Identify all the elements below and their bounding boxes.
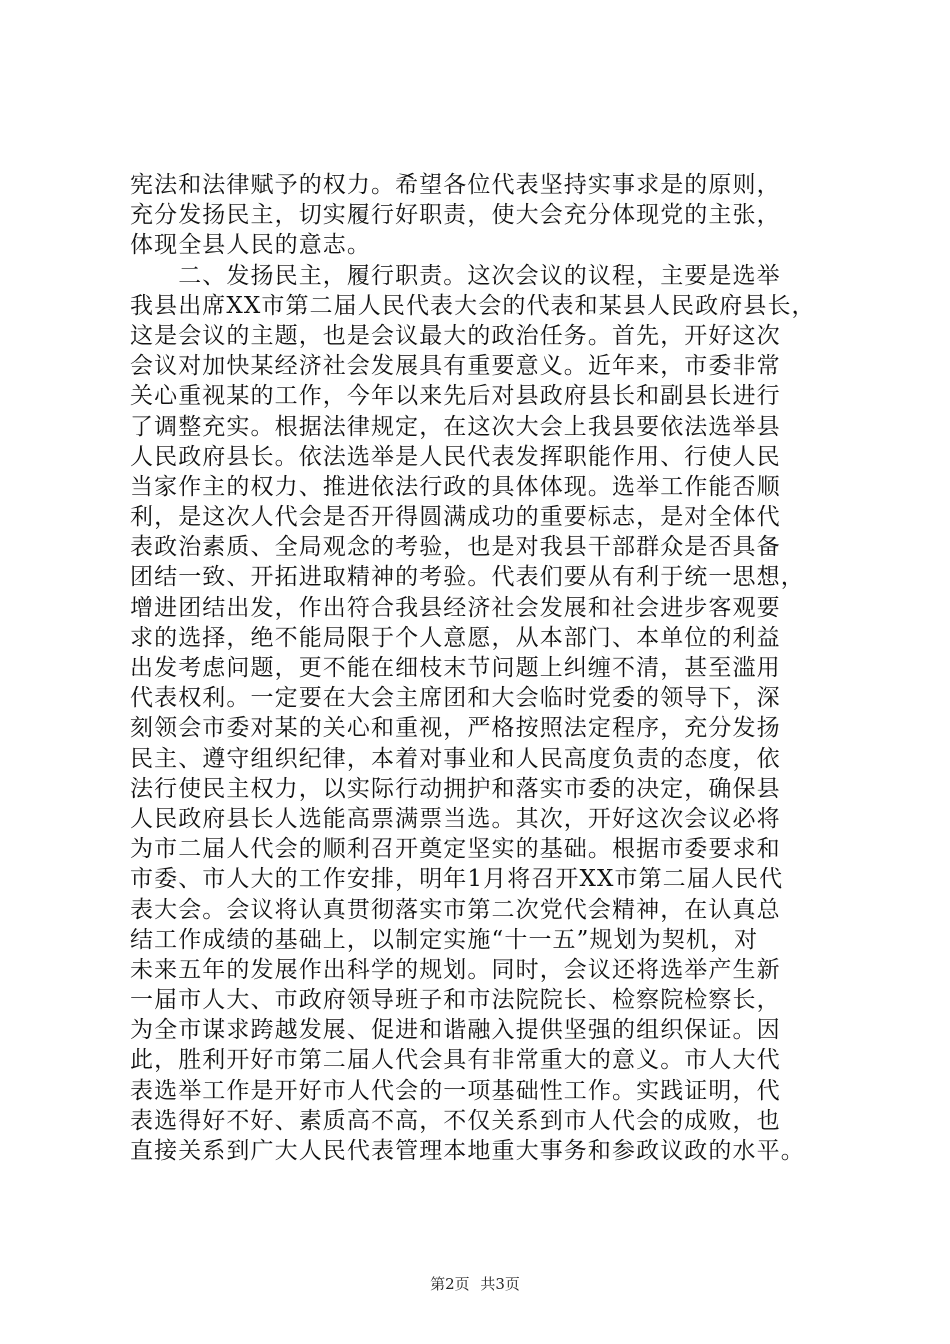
page-footer <box>0 1273 950 1294</box>
text-line: 我县出席XX市第二届人民代表大会的代表和某县人民政府县长， <box>130 292 816 319</box>
text-line: 了调整充实。根据法律规定，在这次大会上我县要依法选举县 <box>130 413 781 440</box>
text-line: 民主、遵守组织纪律，本着对事业和人民高度负责的态度，依 <box>130 745 781 772</box>
text-line: 这是会议的主题，也是会议最大的政治任务。首先，开好这次 <box>130 322 781 349</box>
text-line: 为市二届人代会的顺利召开奠定坚实的基础。根据市委要求和 <box>130 836 781 863</box>
text-line: 直接关系到广大人民代表管理本地重大事务和参政议政的水平。 <box>130 1138 805 1164</box>
text-line: 出发考虑问题，更不能在细枝末节问题上纠缠不清，甚至滥用 <box>130 655 781 681</box>
text-line: 此，胜利开好市第二届人代会具有非常重大的意义。市人大代 <box>130 1047 781 1074</box>
text-line: 刻领会市委对某的关心和重视，严格按照法定程序，充分发扬 <box>130 715 781 742</box>
text-line: 体现全县人民的意志。 <box>130 232 371 259</box>
text-line: 表选举工作是开好市人代会的一项基础性工作。实践证明，代 <box>130 1077 781 1104</box>
text-line: 当家作主的权力、推进依法行政的具体体现。选举工作能否顺 <box>130 473 781 500</box>
text-line: 表政治素质、全局观念的考验，也是对我县干部群众是否具备 <box>130 534 781 561</box>
text-line: 代表权利。一定要在大会主席团和大会临时党委的领导下，深 <box>130 685 781 712</box>
text-line: 求的选择，绝不能局限于个人意愿，从本部门、本单位的利益 <box>130 624 781 651</box>
page-number: 第2页 <box>430 1275 470 1293</box>
text-line: 人民政府县长人选能高票满票当选。其次，开好这次会议必将 <box>130 805 781 832</box>
text-line: 一届市人大、市政府领导班子和市法院院长、检察院检察长， <box>130 987 781 1014</box>
text-line: 未来五年的发展作出科学的规划。同时，会议还将选举产生新 <box>130 956 781 983</box>
text-line: 关心重视某的工作，今年以来先后对县政府县长和副县长进行 <box>130 383 781 410</box>
text-line: 增进团结出发，作出符合我县经济社会发展和社会进步客观要 <box>130 594 781 621</box>
text-line: 法行使民主权力，以实际行动拥护和落实市委的决定，确保县 <box>130 775 781 802</box>
text-line: 充分发扬民主，切实履行好职责，使大会充分体现党的主张， <box>130 202 781 229</box>
text-line: 团结一致、开拓进取精神的考验。代表们要从有利于统一思想， <box>130 564 805 591</box>
text-line: 表选得好不好、素质高不高，不仅关系到市人代会的成败，也 <box>130 1107 781 1134</box>
text-line: 利，是这次人代会是否开得圆满成功的重要标志，是对全体代 <box>130 504 781 531</box>
text-line: 二、发扬民主，履行职责。这次会议的议程，主要是选举 <box>130 262 781 289</box>
text-line: 结工作成绩的基础上，以制定实施“十一五”规划为契机，对 <box>130 926 759 953</box>
text-line: 宪法和法律赋予的权力。希望各位代表坚持实事求是的原则， <box>130 172 781 198</box>
body-text <box>130 170 845 1166</box>
text-line: 市委、市人大的工作安排，明年1月将召开XX市第二届人民代 <box>130 866 784 893</box>
text-line: 会议对加快某经济社会发展具有重要意义。近年来，市委非常 <box>130 353 781 380</box>
text-line: 为全市谋求跨越发展、促进和谐融入提供坚强的组织保证。因 <box>130 1017 781 1044</box>
text-line: 人民政府县长。依法选举是人民代表发挥职能作用、行使人民 <box>130 443 781 470</box>
page-total: 共3页 <box>480 1275 520 1293</box>
text-line: 表大会。会议将认真贯彻落实市第二次党代会精神，在认真总 <box>130 896 781 923</box>
